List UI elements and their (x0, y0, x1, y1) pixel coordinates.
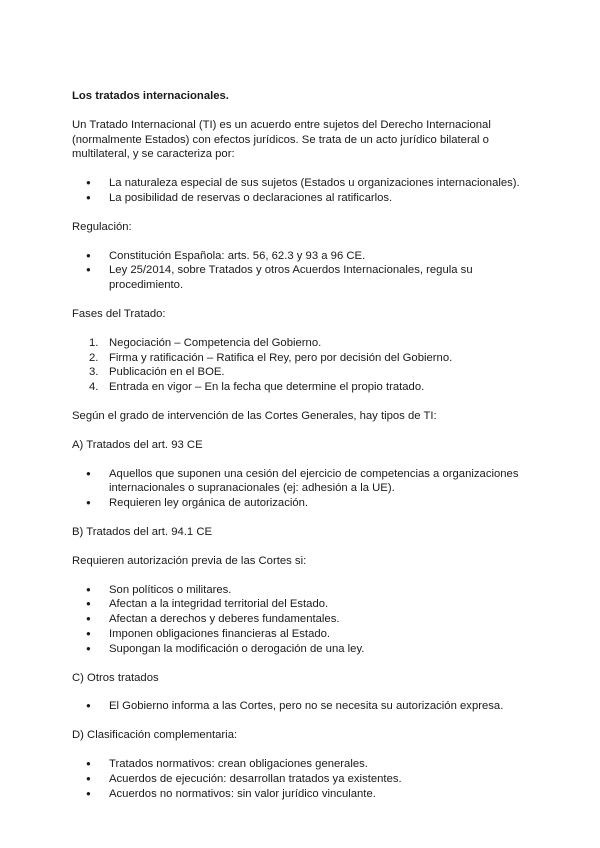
regulacion-heading: Regulación: (72, 220, 132, 233)
list-text: Firma y ratificación – Ratifica el Rey, pero por decisión del Gobierno. (109, 351, 453, 364)
list-text: Negociación – Competencia del Gobierno. (109, 336, 322, 349)
document-title: Los tratados internacionales. (72, 90, 229, 102)
list-text: Entrada en vigor – En la fecha que determine el propio tratado. (109, 381, 425, 394)
section-a-list (72, 467, 532, 511)
intro-list (72, 176, 532, 206)
list-item: ● El Gobierno informa a las Cortes, pero no se necesita su autorización expresa. (72, 699, 532, 714)
list-number: 2. (89, 351, 99, 364)
section-b-subheading: Requieren autorización previa de las Cortes si: (72, 554, 307, 567)
section-c-heading: C) Otros tratados (72, 671, 159, 684)
regulacion-list (72, 249, 532, 293)
list-item (72, 380, 532, 395)
list-item: ● Son políticos o militares. (72, 583, 532, 598)
section-a-heading: A) Tratados del art. 93 CE (72, 438, 203, 451)
intro-paragraph: Un Tratado Internacional (TI) es un acuerdo entre sujetos del Derecho Internacional (normalmente Estados) con efectos jurídicos. Se trata de un acto jurídico bilateral o multilateral, y se caracteriza por: (72, 118, 491, 161)
list-item: ● Requieren ley orgánica de autorización. (72, 496, 532, 511)
list-item: ● Supongan la modificación o derogación de una ley. (72, 642, 532, 657)
section-c-list (72, 699, 532, 714)
list-item: ● Aquellos que suponen una cesión del ejercicio de competencias a organizaciones internacionales o supranacionales (ej: adhesión a la UE). (72, 467, 532, 497)
document-body (72, 89, 532, 801)
list-item: ● La posibilidad de reservas o declaraciones al ratificarlos. (72, 191, 532, 206)
list-item: ● La naturaleza especial de sus sujetos (Estados u organizaciones internacionales). (72, 176, 532, 191)
list-item: ● Tratados normativos: crean obligaciones generales. (72, 757, 532, 772)
list-item (72, 365, 532, 380)
tipos-intro: Según el grado de intervención de las Cortes Generales, hay tipos de TI: (72, 409, 437, 422)
list-item: ● Acuerdos no normativos: sin valor jurídico vinculante. (72, 787, 532, 802)
list-number: 3. (89, 366, 99, 379)
list-item (72, 351, 532, 366)
list-item: ● Ley 25/2014, sobre Tratados y otros Acuerdos Internacionales, regula su procedimiento. (72, 263, 532, 293)
list-item: ● Afectan a la integridad territorial del Estado. (72, 597, 532, 612)
list-number: 4. (89, 381, 99, 394)
list-item (72, 336, 532, 351)
section-d-heading: D) Clasificación complementaria: (72, 729, 238, 742)
list-number: 1. (89, 336, 99, 349)
list-item: ● Constitución Española: arts. 56, 62.3 y 93 a 96 CE. (72, 249, 532, 264)
section-b-list (72, 583, 532, 657)
fases-heading: Fases del Tratado: (72, 307, 166, 320)
section-d-list (72, 757, 532, 801)
fases-list (72, 336, 532, 395)
list-text: Publicación en el BOE. (109, 366, 225, 379)
list-item: ● Afectan a derechos y deberes fundamentales. (72, 612, 532, 627)
section-b-heading: B) Tratados del art. 94.1 CE (72, 525, 213, 538)
list-item: ● Acuerdos de ejecución: desarrollan tratados ya existentes. (72, 772, 532, 787)
list-item: ● Imponen obligaciones financieras al Estado. (72, 627, 532, 642)
